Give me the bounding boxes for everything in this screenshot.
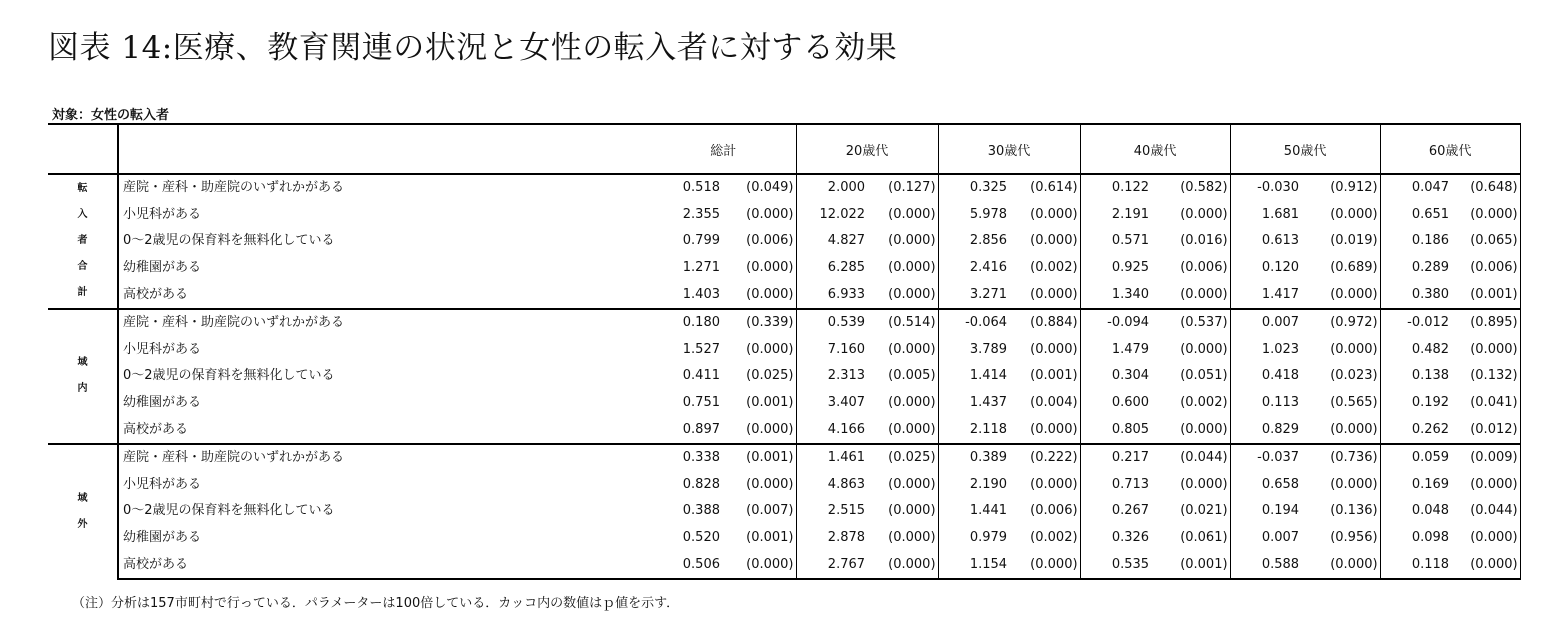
p-value: (0.000) [726, 416, 796, 444]
header-label-cell [118, 124, 651, 174]
coefficient-value: 0.805 [1111, 421, 1150, 437]
table-row [48, 390, 1520, 417]
coefficient-value: 1.461 [796, 444, 871, 472]
table-row [48, 228, 1520, 255]
coefficient-value: 1.414 [969, 368, 1008, 384]
p-value: (0.000) [1155, 337, 1230, 364]
coefficient-value: 0.059 [1380, 444, 1455, 472]
p-value: (0.736) [1305, 444, 1380, 472]
coefficient-value: 0.192 [1411, 395, 1450, 411]
p-value: (0.000) [1455, 202, 1520, 229]
p-value: (0.000) [871, 202, 938, 229]
coefficient-value: 0.186 [1411, 233, 1450, 249]
p-value: (0.004) [1013, 390, 1080, 417]
coefficient-value: 5.978 [969, 206, 1008, 222]
p-value: (0.019) [1305, 228, 1380, 255]
p-value: (0.006) [1455, 255, 1520, 282]
p-value: (0.000) [1305, 202, 1380, 229]
table-body [48, 174, 1520, 579]
p-value: (0.000) [871, 498, 938, 525]
coefficient-value: 0.600 [1111, 395, 1150, 411]
header-group-cell [48, 124, 118, 174]
coefficient-value: 1.403 [682, 286, 720, 302]
p-value: (0.000) [1013, 416, 1080, 444]
table-row [48, 525, 1520, 552]
coefficient-value: 2.000 [796, 174, 871, 202]
p-value: (0.007) [726, 498, 796, 525]
coefficient-value: 1.527 [682, 341, 720, 357]
p-value: (0.127) [871, 174, 938, 202]
p-value: (0.025) [726, 363, 796, 390]
coefficient-value: 0.588 [1230, 551, 1305, 579]
column-header: 総計 [651, 124, 796, 174]
coefficient-value: -0.037 [1230, 444, 1305, 472]
p-value: (0.000) [726, 202, 796, 229]
row-label: 0～2歳児の保育料を無料化している [118, 498, 651, 525]
coefficient-value: 3.271 [969, 286, 1008, 302]
coefficient-value: 0.113 [1261, 395, 1300, 411]
row-label: 小児科がある [118, 202, 651, 229]
table-row [48, 337, 1520, 364]
p-value: (0.001) [726, 390, 796, 417]
p-value: (0.000) [871, 472, 938, 499]
p-value: (0.009) [1455, 444, 1520, 472]
p-value: (0.001) [726, 444, 796, 472]
coefficient-value: 0.169 [1411, 476, 1450, 492]
p-value: (0.000) [871, 390, 938, 417]
coefficient-value: 1.479 [1111, 341, 1150, 357]
column-header: 40歳代 [1080, 124, 1230, 174]
coefficient-value: -0.094 [1080, 309, 1155, 337]
p-value: (0.044) [1455, 498, 1520, 525]
table-row [48, 309, 1520, 337]
coefficient-value: 0.048 [1411, 503, 1450, 519]
coefficient-value: 0.539 [796, 309, 871, 337]
coefficient-value: 2.878 [827, 530, 866, 546]
p-value: (0.000) [1305, 551, 1380, 579]
table-row [48, 255, 1520, 282]
coefficient-value: 0.388 [682, 503, 720, 519]
coefficient-value: 0.325 [938, 174, 1013, 202]
p-value: (0.000) [1455, 551, 1520, 579]
coefficient-value: 0.338 [651, 444, 726, 472]
p-value: (0.689) [1305, 255, 1380, 282]
p-value: (0.006) [726, 228, 796, 255]
coefficient-value: 0.380 [1411, 286, 1450, 302]
coefficient-value: 2.118 [969, 421, 1008, 437]
coefficient-value: 0.326 [1111, 530, 1150, 546]
coefficient-value: 0.289 [1411, 260, 1450, 276]
p-value: (0.222) [1013, 444, 1080, 472]
p-value: (0.000) [1013, 472, 1080, 499]
p-value: (0.000) [726, 472, 796, 499]
p-value: (0.000) [1305, 416, 1380, 444]
row-label: 小児科がある [118, 472, 651, 499]
p-value: (0.000) [1013, 228, 1080, 255]
table-row [48, 472, 1520, 499]
row-label: 0～2歳児の保育料を無料化している [118, 363, 651, 390]
p-value: (0.065) [1455, 228, 1520, 255]
p-value: (0.041) [1455, 390, 1520, 417]
coefficient-value: -0.064 [938, 309, 1013, 337]
p-value: (0.001) [1013, 363, 1080, 390]
coefficient-value: 0.007 [1261, 530, 1300, 546]
table-row [48, 498, 1520, 525]
p-value: (0.000) [871, 228, 938, 255]
coefficient-value: 0.518 [651, 174, 726, 202]
coefficient-value: 0.506 [651, 551, 726, 579]
page-title: 図表 14:医療、教育関連の状況と女性の転入者に対する効果 [48, 30, 898, 66]
table-row [48, 551, 1520, 579]
p-value: (0.002) [1155, 390, 1230, 417]
p-value: (0.537) [1155, 309, 1230, 337]
p-value: (0.000) [1455, 472, 1520, 499]
coefficient-value: 0.138 [1411, 368, 1450, 384]
table-row [48, 174, 1520, 202]
coefficient-value: 0.047 [1380, 174, 1455, 202]
p-value: (0.000) [1455, 525, 1520, 552]
coefficient-value: 1.417 [1261, 286, 1300, 302]
coefficient-value: 1.437 [969, 395, 1008, 411]
coefficient-value: 0.828 [682, 476, 720, 492]
p-value: (0.000) [726, 281, 796, 309]
column-header: 20歳代 [796, 124, 938, 174]
p-value: (0.000) [1305, 472, 1380, 499]
coefficient-value: 3.407 [827, 395, 866, 411]
coefficient-value: 2.190 [969, 476, 1008, 492]
p-value: (0.884) [1013, 309, 1080, 337]
coefficient-value: 0.658 [1261, 476, 1300, 492]
table-row [48, 281, 1520, 309]
coefficient-value: 0.411 [682, 368, 720, 384]
group-label: 域 内 [48, 309, 118, 444]
coefficient-value: 4.827 [827, 233, 866, 249]
coefficient-value: 4.166 [827, 421, 866, 437]
row-label: 高校がある [118, 416, 651, 444]
p-value: (0.023) [1305, 363, 1380, 390]
row-label: 幼稚園がある [118, 255, 651, 282]
coefficient-value: 12.022 [819, 206, 866, 222]
coefficient-value: 0.571 [1111, 233, 1150, 249]
coefficient-value: 0.389 [938, 444, 1013, 472]
coefficient-value: 0.418 [1261, 368, 1300, 384]
p-value: (0.000) [871, 337, 938, 364]
group-label: 転 入 者 合 計 [48, 174, 118, 309]
coefficient-value: 0.535 [1080, 551, 1155, 579]
coefficient-value: -0.030 [1230, 174, 1305, 202]
p-value: (0.912) [1305, 174, 1380, 202]
coefficient-value: 0.194 [1261, 503, 1300, 519]
p-value: (0.021) [1155, 498, 1230, 525]
p-value: (0.000) [1013, 337, 1080, 364]
table-note: （注）分析は157市町村で行っている．パラメーターは100倍している．カッコ内の数値はｐ値を示す． [72, 596, 680, 611]
results-table [48, 123, 1521, 580]
coefficient-value: 6.285 [827, 260, 866, 276]
coefficient-value: 2.767 [796, 551, 871, 579]
coefficient-value: 0.118 [1380, 551, 1455, 579]
coefficient-value: 0.897 [682, 421, 720, 437]
p-value: (0.044) [1155, 444, 1230, 472]
coefficient-value: 1.340 [1111, 286, 1150, 302]
p-value: (0.000) [1013, 202, 1080, 229]
p-value: (0.016) [1155, 228, 1230, 255]
p-value: (0.051) [1155, 363, 1230, 390]
column-header: 50歳代 [1230, 124, 1380, 174]
row-label: 幼稚園がある [118, 525, 651, 552]
table-row [48, 416, 1520, 444]
coefficient-value: 6.933 [827, 286, 866, 302]
coefficient-value: 0.180 [651, 309, 726, 337]
column-header: 30歳代 [938, 124, 1080, 174]
row-label: 幼稚園がある [118, 390, 651, 417]
coefficient-value: 3.789 [969, 341, 1008, 357]
coefficient-value: 2.416 [969, 260, 1008, 276]
table-subject: 対象：女性の転入者 [52, 108, 170, 123]
p-value: (0.000) [871, 281, 938, 309]
p-value: (0.061) [1155, 525, 1230, 552]
p-value: (0.001) [1455, 281, 1520, 309]
coefficient-value: 2.313 [827, 368, 866, 384]
coefficient-value: 0.751 [682, 395, 720, 411]
row-label: 高校がある [118, 551, 651, 579]
coefficient-value: 1.441 [969, 503, 1008, 519]
coefficient-value: 0.217 [1080, 444, 1155, 472]
p-value: (0.000) [1305, 337, 1380, 364]
p-value: (0.972) [1305, 309, 1380, 337]
coefficient-value: -0.012 [1380, 309, 1455, 337]
p-value: (0.012) [1455, 416, 1520, 444]
p-value: (0.000) [1155, 472, 1230, 499]
p-value: (0.895) [1455, 309, 1520, 337]
coefficient-value: 0.007 [1230, 309, 1305, 337]
coefficient-value: 0.979 [969, 530, 1008, 546]
p-value: (0.614) [1013, 174, 1080, 202]
coefficient-value: 0.520 [682, 530, 720, 546]
row-label: 産院・産科・助産院のいずれかがある [118, 444, 651, 472]
row-label: 小児科がある [118, 337, 651, 364]
coefficient-value: 0.713 [1111, 476, 1150, 492]
p-value: (0.000) [1155, 416, 1230, 444]
p-value: (0.565) [1305, 390, 1380, 417]
p-value: (0.000) [726, 337, 796, 364]
coefficient-value: 0.482 [1411, 341, 1450, 357]
p-value: (0.132) [1455, 363, 1520, 390]
p-value: (0.000) [1013, 551, 1080, 579]
p-value: (0.002) [1013, 255, 1080, 282]
coefficient-value: 2.191 [1111, 206, 1150, 222]
p-value: (0.136) [1305, 498, 1380, 525]
coefficient-value: 0.613 [1261, 233, 1300, 249]
p-value: (0.000) [726, 255, 796, 282]
p-value: (0.000) [871, 525, 938, 552]
table-row [48, 363, 1520, 390]
p-value: (0.006) [1013, 498, 1080, 525]
p-value: (0.006) [1155, 255, 1230, 282]
p-value: (0.514) [871, 309, 938, 337]
coefficient-value: 7.160 [827, 341, 866, 357]
coefficient-value: 0.829 [1261, 421, 1300, 437]
row-label: 0～2歳児の保育料を無料化している [118, 228, 651, 255]
coefficient-value: 1.681 [1261, 206, 1300, 222]
column-header: 60歳代 [1380, 124, 1520, 174]
coefficient-value: 1.023 [1261, 341, 1300, 357]
coefficient-value: 0.304 [1111, 368, 1150, 384]
p-value: (0.025) [871, 444, 938, 472]
coefficient-value: 1.271 [682, 260, 720, 276]
p-value: (0.000) [726, 551, 796, 579]
coefficient-value: 1.154 [938, 551, 1013, 579]
p-value: (0.000) [1155, 281, 1230, 309]
p-value: (0.005) [871, 363, 938, 390]
coefficient-value: 2.515 [827, 503, 866, 519]
table-row [48, 444, 1520, 472]
coefficient-value: 0.122 [1080, 174, 1155, 202]
p-value: (0.002) [1013, 525, 1080, 552]
p-value: (0.339) [726, 309, 796, 337]
p-value: (0.000) [1455, 337, 1520, 364]
coefficient-value: 0.262 [1411, 421, 1450, 437]
coefficient-value: 0.651 [1411, 206, 1450, 222]
p-value: (0.000) [1155, 202, 1230, 229]
coefficient-value: 0.120 [1261, 260, 1300, 276]
coefficient-value: 0.799 [682, 233, 720, 249]
row-label: 産院・産科・助産院のいずれかがある [118, 174, 651, 202]
p-value: (0.648) [1455, 174, 1520, 202]
row-label: 産院・産科・助産院のいずれかがある [118, 309, 651, 337]
coefficient-value: 0.267 [1111, 503, 1150, 519]
p-value: (0.001) [726, 525, 796, 552]
p-value: (0.049) [726, 174, 796, 202]
coefficient-value: 2.355 [682, 206, 720, 222]
coefficient-value: 2.856 [969, 233, 1008, 249]
table-row [48, 202, 1520, 229]
p-value: (0.001) [1155, 551, 1230, 579]
coefficient-value: 0.925 [1111, 260, 1150, 276]
p-value: (0.956) [1305, 525, 1380, 552]
p-value: (0.000) [871, 416, 938, 444]
p-value: (0.000) [1013, 281, 1080, 309]
coefficient-value: 0.098 [1411, 530, 1450, 546]
p-value: (0.582) [1155, 174, 1230, 202]
p-value: (0.000) [1305, 281, 1380, 309]
coefficient-value: 4.863 [827, 476, 866, 492]
row-label: 高校がある [118, 281, 651, 309]
p-value: (0.000) [871, 551, 938, 579]
table-header-row [48, 124, 1520, 174]
p-value: (0.000) [871, 255, 938, 282]
group-label: 域 外 [48, 444, 118, 579]
